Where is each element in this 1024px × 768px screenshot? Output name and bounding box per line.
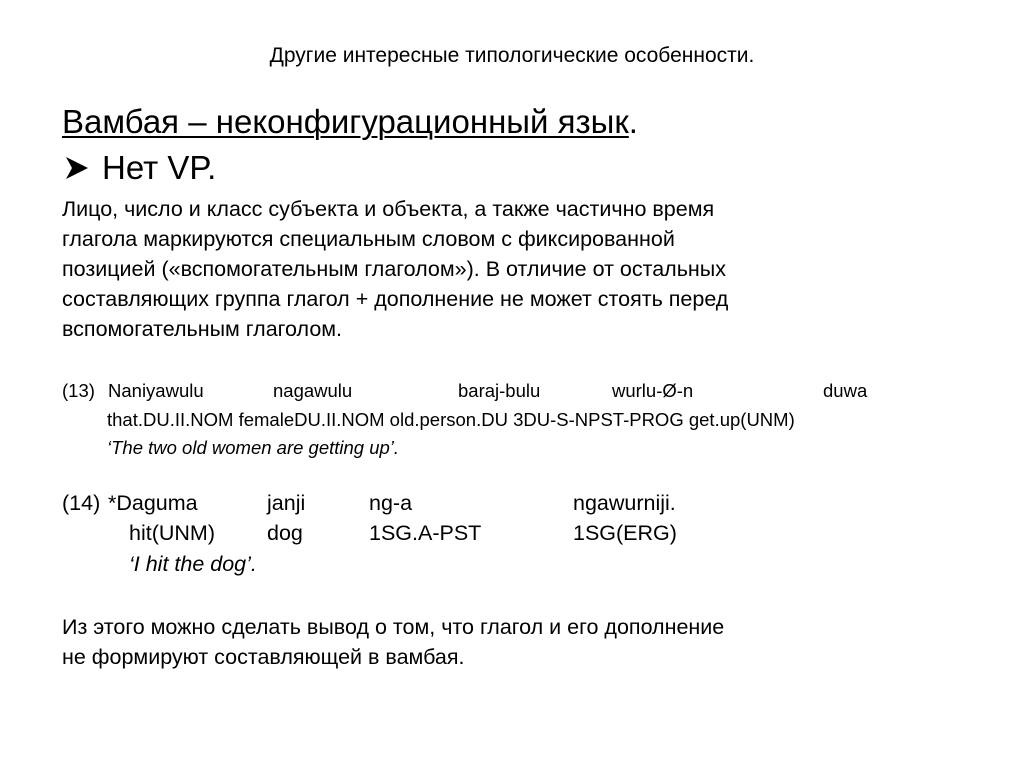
main-paragraph bbox=[62, 194, 728, 344]
example-word: Naniyawulu bbox=[108, 380, 204, 401]
example-gloss: hit(UNM) bbox=[129, 521, 215, 545]
example-translation: ‘I hit the dog’. bbox=[129, 552, 257, 576]
example-word: *Daguma bbox=[108, 491, 198, 515]
conclusion-line: не формируют составляющей в вамбая. bbox=[62, 645, 465, 669]
example-gloss: dog bbox=[267, 521, 303, 545]
paragraph-line: позицией («вспомогательным глаголом»). В отличие от остальных bbox=[62, 257, 726, 281]
example-gloss-line: that.DU.II.NOM femaleDU.II.NOM old.person.DU 3DU-S-NPST-PROG get.up(UNM) bbox=[107, 409, 795, 430]
section-heading-underlined: Вамбая – неконфигурационный язык bbox=[62, 103, 629, 140]
example-number: (13) bbox=[62, 380, 95, 401]
conclusion-paragraph bbox=[62, 612, 724, 672]
slide-title: Другие интересные типологические особенности. bbox=[269, 44, 755, 67]
example-word: wurlu-Ø-n bbox=[612, 380, 694, 401]
paragraph-line: глагола маркируются специальным словом с фиксированной bbox=[62, 227, 675, 251]
section-heading bbox=[62, 101, 638, 143]
example-gloss: 1SG.A-PST bbox=[369, 521, 482, 545]
example-word: ngawurniji. bbox=[573, 491, 676, 515]
bullet-item bbox=[62, 147, 216, 189]
example-translation: ‘The two old women are getting up’. bbox=[107, 437, 400, 458]
example-word: ng-a bbox=[369, 491, 413, 515]
example-word: janji bbox=[267, 491, 306, 515]
bullet-text: Нет VP. bbox=[102, 149, 217, 186]
example-word: baraj-bulu bbox=[458, 380, 541, 401]
example-word: duwa bbox=[823, 380, 868, 401]
conclusion-line: Из этого можно сделать вывод о том, что глагол и его дополнение bbox=[62, 615, 725, 639]
example-number: (14) bbox=[62, 491, 101, 515]
arrow-bullet-icon bbox=[62, 147, 92, 189]
paragraph-line: вспомогательным глаголом. bbox=[62, 317, 343, 341]
paragraph-line: составляющих группа глагол + дополнение не может стоять перед bbox=[62, 287, 729, 311]
paragraph-line: Лицо, число и класс субъекта и объекта, а также частично время bbox=[62, 197, 715, 221]
example-gloss: 1SG(ERG) bbox=[573, 521, 677, 545]
example-word: nagawulu bbox=[273, 380, 353, 401]
section-heading-period: . bbox=[628, 103, 638, 140]
